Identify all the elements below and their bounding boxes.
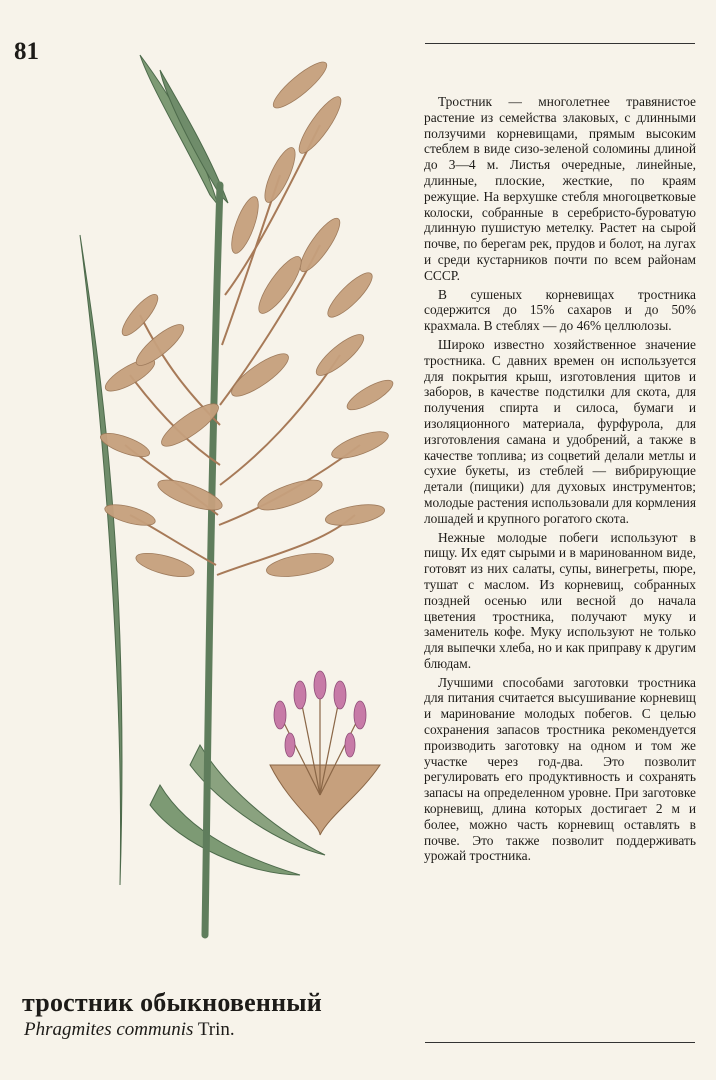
latin-author: Trin. (197, 1019, 235, 1040)
paragraph: Тростник — многолетнее травянистое растение из семейства злаковых, с длинными ползучими корневищами, прямым высоким стеблем в виде сизо-зеленой соломины длиной до 3—4 м. Листья очередные, линейные, длинные, плоские, жесткие, по краям режущие. На верхушке стебля многоцветковые колоски, собранные в серебристо-буроватую длинную пушистую метелку. Растет на сырой почве, по берегам рек, прудов и болот, на лугах и среди кустарников почти по всем районам СССР. (424, 94, 696, 283)
paragraph: Лучшими способами заготовки тростника для питания считается высушивание корневищ и маринование молодых побегов. С целью сохранения запасов тростника рекомендуется производить заготовку на одном и том же участке через год-два. Это позволит регулировать его продуктивность и сохранять запасы на определенном уровне. При заготовке корневищ, длина которых достигает 2 м и более, можно часть корневищ оставлять в почве. Это также позволит поддерживать урожай тростника. (424, 674, 696, 864)
latin-name (24, 1019, 235, 1041)
article-text (424, 94, 696, 867)
paragraph: Широко известно хозяйственное значение тростника. С давних времен он используется для покрытия крыш, изготовления щитов и заборов, в качестве подстилки для скота, для получения спирта и силоса, бумаги и изоляционного материала, фурфурола, для изготовления самана и удобрений, а также в качестве топлива; из соцветий делали метлы и сухие букеты, из стеблей — вибрирующие детали (пищики) для духовых инструментов; молодые растения использовали для кормления лошадей и крупного рогатого скота. (424, 336, 696, 526)
reed-plant-icon (70, 45, 400, 945)
top-divider (425, 43, 695, 44)
plant-title: тростник обыкновенный (22, 988, 322, 1017)
paragraph: Нежные молодые побеги используют в пищу. Их едят сырыми и в маринованном виде, готовят из них салаты, супы, винегреты, пюре, тушат с маслом. Из корневищ, собранных поздней осенью или весной до начала цветения тростника, получают муку и заменитель кофе. Муку используют не только для выпечки хлеба, но и как приправу к другим блюдам. (424, 529, 696, 671)
bottom-divider (425, 1042, 695, 1043)
latin-binomial: Phragmites communis (24, 1019, 194, 1040)
page-number: 81 (14, 38, 39, 65)
paragraph: В сушеных корневищах тростника содержится до 15% сахаров и до 50% крахмала. В стеблях — до 46% целлюлозы. (424, 286, 696, 334)
